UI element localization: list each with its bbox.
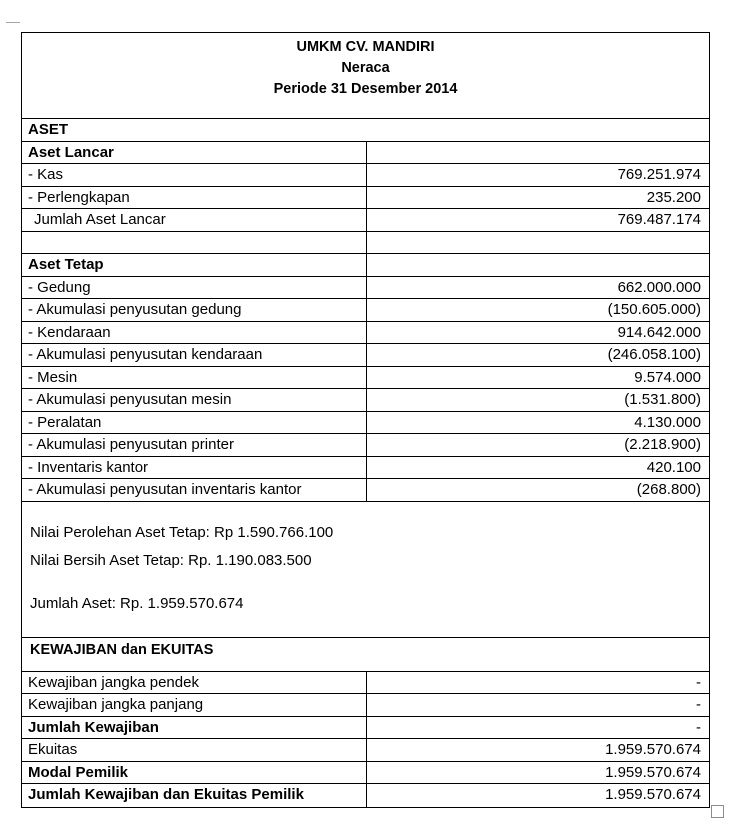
row-label: - Akumulasi penyusutan gedung (22, 299, 367, 321)
table-row (22, 694, 709, 717)
aset-heading: ASET (28, 121, 69, 138)
row-value: 1.959.570.674 (605, 786, 701, 803)
row-value: 420.100 (646, 458, 701, 476)
row-value: (2.218.900) (624, 436, 701, 453)
table-row (22, 672, 709, 695)
end-of-table-marker (711, 805, 724, 818)
row-label: Jumlah Kewajiban dan Ekuitas Pemilik (22, 784, 367, 807)
row-label: - Mesin (22, 367, 367, 389)
aset-tetap-heading: Aset Tetap (22, 254, 367, 276)
row-value: 769.251.974 (617, 166, 701, 183)
row-label: - Inventaris kantor (22, 457, 367, 479)
row-label: Modal Pemilik (22, 762, 367, 784)
row-value: - (696, 718, 701, 736)
row-label: Jumlah Aset Lancar (22, 209, 367, 231)
table-row (22, 164, 709, 187)
table-row (22, 299, 709, 322)
report-name: Neraca (341, 60, 390, 76)
table-row (22, 412, 709, 435)
row-value: 1.959.570.674 (605, 741, 701, 758)
table-row (22, 479, 709, 502)
company-name: UMKM CV. MANDIRI (296, 39, 435, 55)
jumlah-aset-text: Jumlah Aset: Rp. 1.959.570.674 (30, 594, 244, 612)
row-value: 769.487.174 (617, 211, 701, 228)
row-label: - Akumulasi penyusutan printer (22, 434, 367, 456)
table-row (22, 367, 709, 390)
row-value: 1.959.570.674 (605, 763, 701, 781)
row-value: - (696, 696, 701, 713)
row-label: - Perlengkapan (22, 187, 367, 209)
table-row (22, 784, 709, 807)
aset-summary (22, 502, 709, 638)
report-period: Periode 31 Desember 2014 (273, 81, 458, 97)
table-row (22, 434, 709, 457)
table-row (22, 457, 709, 480)
row-value: 235.200 (646, 188, 701, 206)
title-block (22, 33, 709, 119)
kewajiban-heading: KEWAJIBAN dan EKUITAS (22, 638, 709, 672)
row-label: Kewajiban jangka panjang (22, 694, 367, 716)
row-label: - Akumulasi penyusutan kendaraan (22, 344, 367, 366)
table-row (22, 187, 709, 210)
row-label: Kewajiban jangka pendek (22, 672, 367, 694)
row-value: 4.130.000 (634, 413, 701, 431)
row-value: (150.605.000) (607, 301, 701, 318)
page-corner-mark (6, 22, 20, 31)
row-value: 662.000.000 (617, 278, 701, 296)
row-label: - Akumulasi penyusutan inventaris kantor (22, 479, 367, 501)
row-value: (246.058.100) (607, 346, 701, 363)
aset-lancar-heading: Aset Lancar (22, 142, 367, 164)
blank-row (22, 232, 709, 255)
aset-lancar-heading-row (22, 142, 709, 165)
aset-heading-row (22, 119, 709, 142)
row-label: - Kendaraan (22, 322, 367, 344)
row-label: - Kas (22, 164, 367, 186)
row-value: (1.531.800) (624, 391, 701, 408)
balance-sheet-table (21, 32, 710, 808)
row-label: - Peralatan (22, 412, 367, 434)
row-value: (268.800) (636, 481, 701, 498)
row-value: 914.642.000 (617, 323, 701, 341)
table-row (22, 717, 709, 740)
table-row (22, 322, 709, 345)
row-value: 9.574.000 (634, 368, 701, 386)
row-label: - Gedung (22, 277, 367, 299)
row-label: Ekuitas (22, 739, 367, 761)
row-label: - Akumulasi penyusutan mesin (22, 389, 367, 411)
aset-tetap-heading-row (22, 254, 709, 277)
row-label: Jumlah Kewajiban (22, 717, 367, 739)
table-row (22, 739, 709, 762)
nilai-perolehan-text: Nilai Perolehan Aset Tetap: Rp 1.590.766.100 (30, 523, 334, 541)
nilai-bersih-text: Nilai Bersih Aset Tetap: Rp. 1.190.083.500 (30, 551, 312, 569)
aset-lancar-total-row (22, 209, 709, 232)
table-row (22, 344, 709, 367)
table-row (22, 389, 709, 412)
row-value: - (696, 673, 701, 691)
table-row (22, 762, 709, 785)
table-row (22, 277, 709, 300)
